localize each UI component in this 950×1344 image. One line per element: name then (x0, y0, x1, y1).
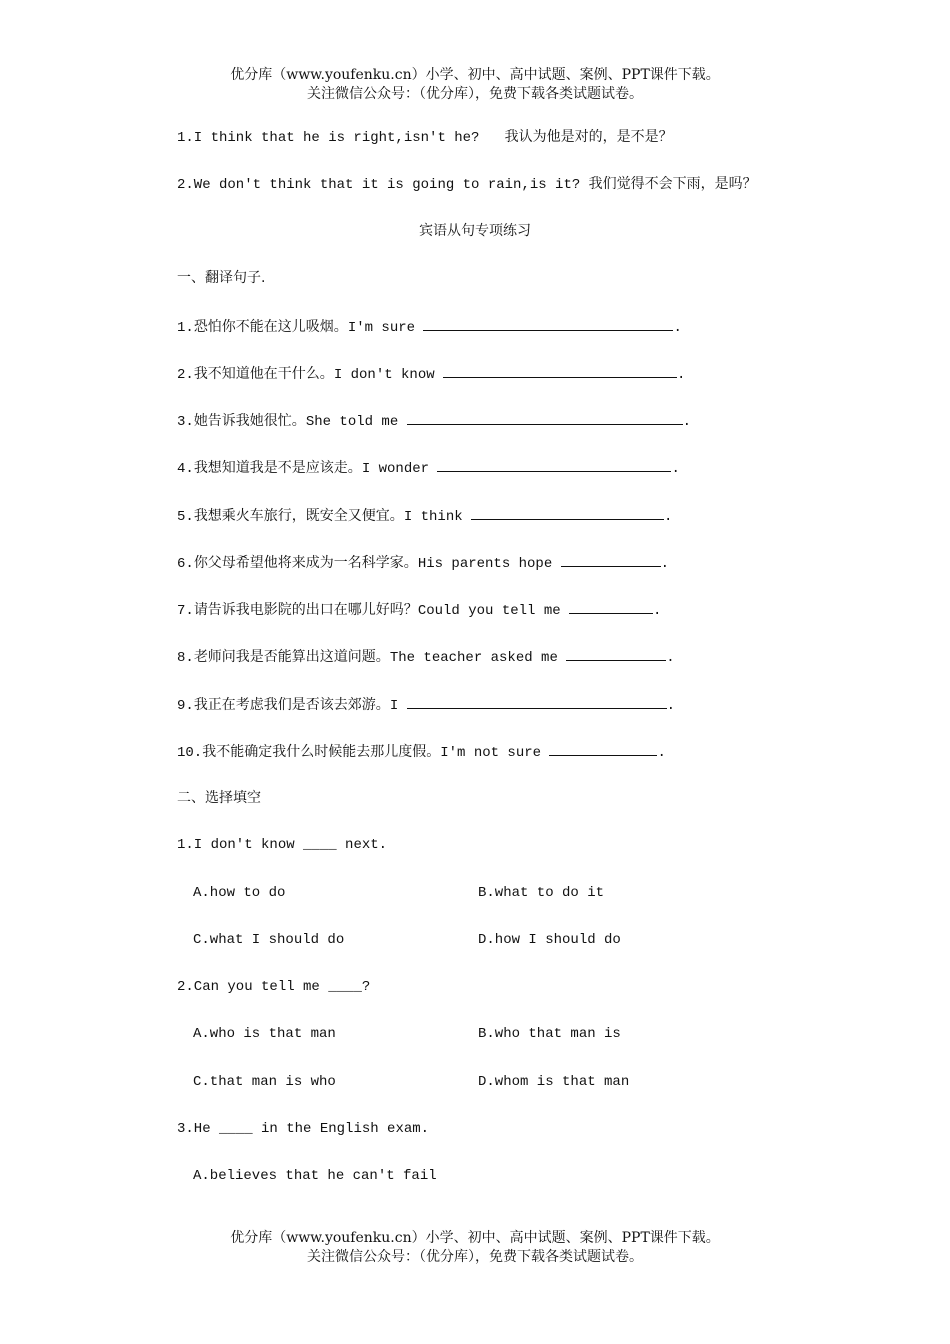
item-chinese: 我想乘火车旅行，既安全又便宜。 (193, 508, 404, 524)
note-2-zh: 我们觉得不会下雨，是吗？ (588, 176, 757, 192)
option-2b[interactable]: B.who that man is (478, 1026, 621, 1042)
item-period: . (671, 461, 680, 477)
answer-blank[interactable] (423, 317, 673, 331)
answer-blank[interactable] (407, 411, 683, 425)
answer-blank[interactable] (566, 647, 666, 661)
item-number: 5. (177, 509, 194, 525)
item-chinese: 我不知道他在干什么。 (193, 366, 334, 382)
item-english: I think (403, 509, 463, 525)
note-1 (177, 128, 673, 147)
item-period: . (664, 509, 673, 525)
item-english: I'm sure (347, 320, 416, 336)
item-english: I'm not sure (440, 745, 542, 761)
option-3a[interactable]: A.believes that he can't fail (193, 1168, 437, 1184)
item-period: . (653, 603, 662, 619)
item-period: . (666, 698, 676, 714)
item-english: I don't know (333, 367, 435, 383)
item-number: 3. (177, 414, 194, 430)
item-chinese: 你父母希望他将来成为一名科学家。 (193, 555, 418, 571)
translate-item-10 (177, 742, 666, 762)
question-blank[interactable]: ____ (328, 979, 362, 995)
header-line-1: 优分库（www.youfenku.cn）小学、初中、高中试题、案例、PPT课件下载。 (230, 67, 720, 83)
item-chinese: 她告诉我她很忙。 (193, 413, 306, 429)
option-2d[interactable]: D.whom is that man (478, 1074, 630, 1090)
note-2-en: 2.We don't think that it is going to rain,is it? (177, 177, 581, 193)
item-period: . (660, 556, 670, 572)
footer-line-1: 优分库（www.youfenku.cn）小学、初中、高中试题、案例、PPT课件下载。 (230, 1230, 720, 1246)
option-2a[interactable]: A.who is that man (193, 1026, 336, 1042)
question-stem: 2.Can you tell me (177, 979, 329, 995)
item-period: . (666, 650, 675, 666)
item-chinese: 请告诉我电影院的出口在哪儿好吗？ (193, 602, 418, 618)
item-english: His parents hope (417, 556, 553, 572)
answer-blank[interactable] (549, 742, 657, 756)
worksheet-title: 宾语从句专项练习 (419, 223, 531, 239)
item-chinese: 我正在考虑我们是否该去郊游。 (193, 697, 390, 713)
item-chinese: 我不能确定我什么时候能去那儿度假。 (202, 744, 441, 760)
choice-question-3 (177, 1120, 429, 1138)
question-stem-end: ? (361, 979, 371, 995)
option-2c[interactable]: C.that man is who (193, 1074, 336, 1090)
item-period: . (677, 367, 686, 383)
translate-item-8 (177, 647, 675, 667)
item-number: 8. (177, 650, 194, 666)
answer-blank[interactable] (443, 364, 677, 378)
option-1d[interactable]: D.how I should do (478, 932, 621, 948)
item-period: . (673, 320, 682, 336)
item-number: 4. (177, 461, 194, 477)
choice-question-1 (177, 836, 387, 854)
item-chinese: 恐怕你不能在这儿吸烟。 (193, 319, 348, 335)
question-blank[interactable]: ____ (219, 1121, 253, 1137)
note-1-en: 1.I think that he is right,isn't he? (177, 130, 480, 146)
translate-item-2 (177, 364, 685, 384)
item-number: 7. (177, 603, 194, 619)
item-number: 2. (177, 367, 194, 383)
translate-item-5 (177, 506, 672, 526)
item-english: I (389, 698, 399, 714)
answer-blank[interactable] (569, 600, 653, 614)
item-english: She told me (305, 414, 399, 430)
question-stem-end: in the English exam. (252, 1121, 430, 1137)
translate-item-3 (177, 411, 691, 431)
item-english: The teacher asked me (389, 650, 558, 666)
item-number: 1. (177, 320, 194, 336)
item-chinese: 我想知道我是不是应该走。 (193, 460, 362, 476)
item-number: 10. (177, 745, 203, 761)
header-line-2: 关注微信公众号：（优分库），免费下载各类试题试卷。 (307, 86, 643, 102)
option-1c[interactable]: C.what I should do (193, 932, 345, 948)
section-1-heading: 一、翻译句子. (177, 270, 266, 286)
item-english: I wonder (361, 461, 430, 477)
translate-item-7 (177, 600, 661, 620)
choice-question-2 (177, 978, 370, 996)
note-1-zh: 我认为他是对的，是不是？ (504, 129, 673, 145)
translate-item-9 (177, 695, 675, 715)
item-english: Could you tell me (417, 603, 561, 619)
answer-blank[interactable] (561, 553, 661, 567)
section-2-heading: 二、选择填空 (177, 790, 261, 806)
question-blank[interactable]: ____ (303, 837, 337, 853)
item-period: . (682, 414, 692, 430)
item-number: 9. (177, 698, 194, 714)
item-period: . (657, 745, 666, 761)
question-stem-end: next. (336, 837, 388, 853)
translate-item-4 (177, 458, 680, 478)
answer-blank[interactable] (437, 458, 671, 472)
option-1b[interactable]: B.what to do it (478, 885, 605, 901)
answer-blank[interactable] (407, 695, 667, 709)
footer-line-2: 关注微信公众号：（优分库），免费下载各类试题试卷。 (307, 1249, 643, 1265)
question-stem: 3.He (177, 1121, 220, 1137)
translate-item-1 (177, 317, 682, 337)
item-number: 6. (177, 556, 194, 572)
option-1a[interactable]: A.how to do (193, 885, 286, 901)
note-2 (177, 175, 757, 194)
translate-item-6 (177, 553, 669, 573)
item-chinese: 老师问我是否能算出这道问题。 (193, 649, 390, 665)
answer-blank[interactable] (471, 506, 664, 520)
question-stem: 1.I don't know (177, 837, 304, 853)
